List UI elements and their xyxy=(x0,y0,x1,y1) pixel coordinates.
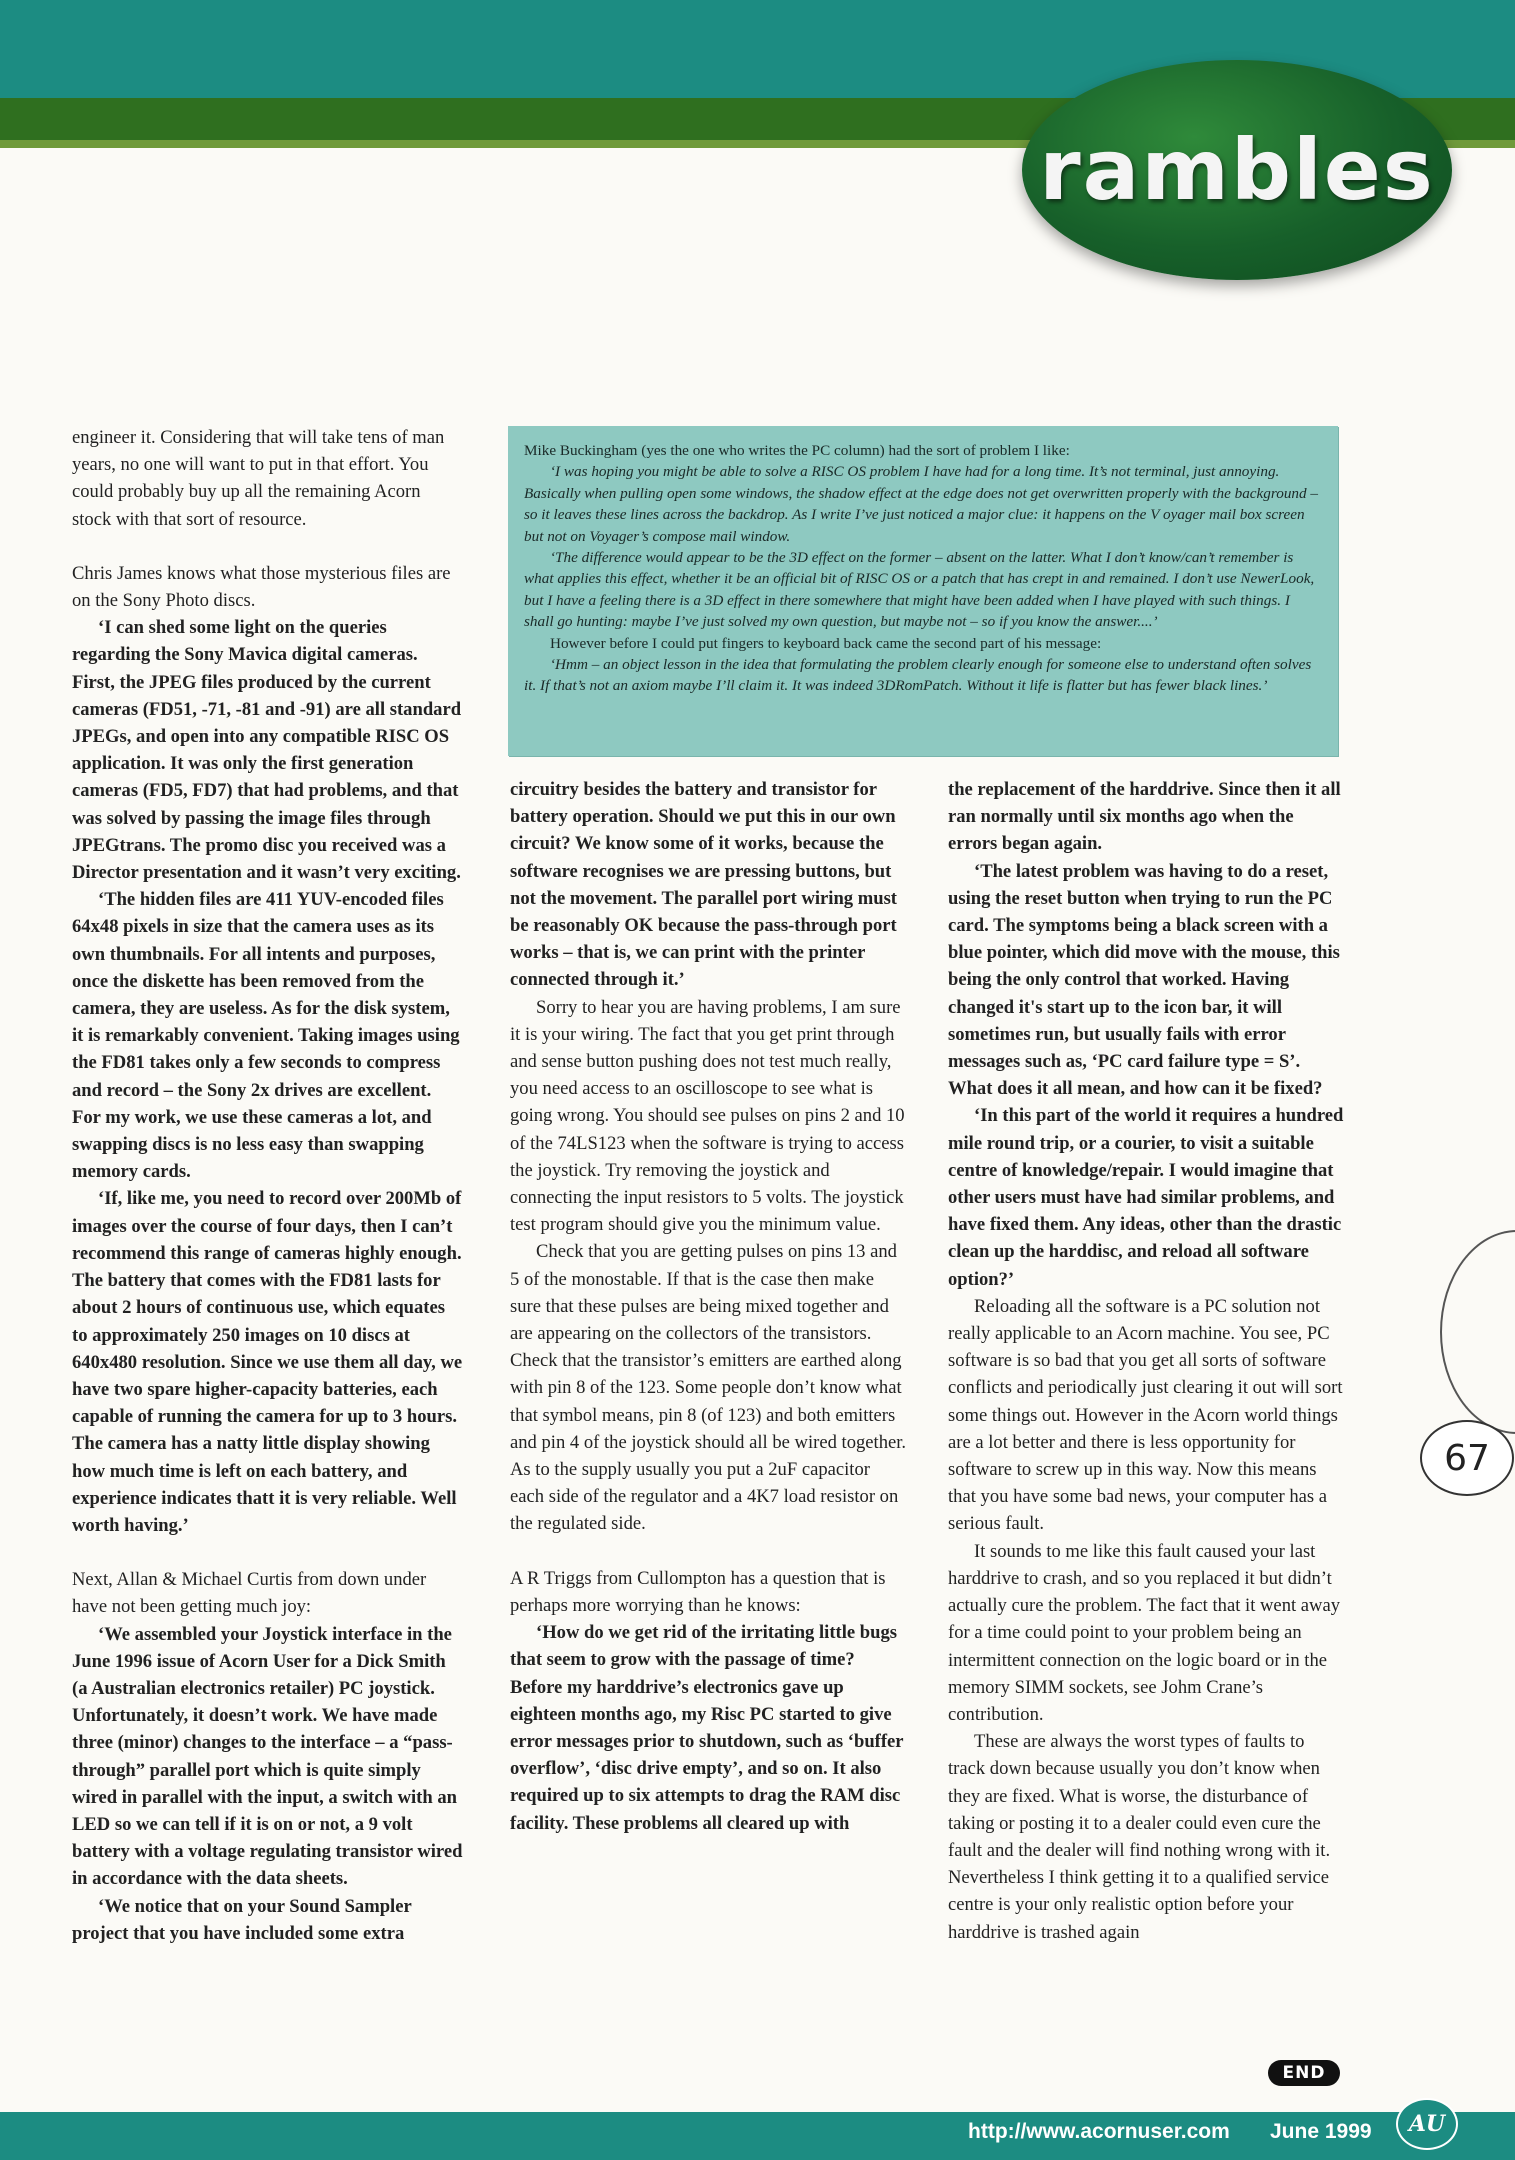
article-paragraph: Next, Allan & Michael Curtis from down under have not been getting much joy: xyxy=(72,1569,427,1618)
article-paragraph: It sounds to me like this fault caused your last harddrive to crash, and so you replaced it but didn’t actually cure the problem. The fact that it went away for a time could point to your problem being an intermittent connection on the logic board or in the memory SIMM sockets, see Johm Crane’s contribution. xyxy=(948,1540,1341,1725)
article-paragraph: the replacement of the harddrive. Since then it all ran normally until six months ago when the errors began again. xyxy=(948,779,1341,855)
article-paragraph: ‘We assembled your Joystick interface in the June 1996 issue of Acorn User for a Dick Smith (a Australian electronics retailer) PC joystick. Unfortunately, it doesn’t work. We have made three (minor) changes to the interface – a “pass-through” parallel port which is quite simply wired in parallel with the input, a switch with an LED so we can tell if it is on or not, a 9 volt battery with a voltage regulating transistor wired in accordance with the data sheets. xyxy=(72,1623,463,1890)
article-column-3 xyxy=(948,776,1344,1946)
acorn-user-logo: AU xyxy=(1396,2098,1458,2150)
boxout-paragraph: However before I could put fingers to keyboard back came the second part of his message: xyxy=(550,634,1102,652)
end-mark: END xyxy=(1268,2060,1340,2086)
footer-date: June 1999 xyxy=(1270,2120,1372,2143)
boxout-paragraph: ‘Hmm – an object lesson in the idea that formulating the problem clearly enough for someone else to understand often solves it. If that’s not an axiom maybe I’ll claim it. It was indeed 3DRomPatch. Without it life is flatter but has fewer black lines.’ xyxy=(524,656,1312,695)
article-paragraph: ‘How do we get rid of the irritating little bugs that seem to grow with the passage of time? Before my harddrive’s electronics gave up eighteen months ago, my Risc PC started to give error messages prior to shutdown, such as ‘buffer overflow’, ‘disc drive empty’, and so on. It also required up to six attempts to drag the RAM disc facility. These problems all cleared up with xyxy=(510,1622,904,1834)
boxout-panel xyxy=(508,426,1338,756)
article-paragraph: Chris James knows what those mysterious files are on the Sony Photo discs. xyxy=(72,562,451,612)
article-paragraph: ‘We notice that on your Sound Sampler project that you have included some extra xyxy=(72,1895,412,1944)
article-paragraph: Reloading all the software is a PC solution not really applicable to an Acorn machine. You see, PC software is so bad that you get all sorts of software conflicts and periodically just clearing it out will sort some things out. However in the Acorn world things are a lot better and there is less opportunity for software to screw up in this way. Now this means that you have some bad news, your computer has a serious fault. xyxy=(948,1295,1343,1535)
article-paragraph: Sorry to hear you are having problems, I am sure it is your wiring. The fact that you get print through and sense button pushing does not test much really, you need access to an oscilloscope to see what is going wrong. You should see pulses on pins 2 and 10 of the 74LS123 when the software is trying to access the joystick. Try removing the joystick and connecting the input resistors to 5 volts. The joystick test program should give you the minimum value. xyxy=(510,996,905,1236)
article-paragraph: ‘In this part of the world it requires a hundred mile round trip, or a courier, to visit a suitable centre of knowledge/repair. I would imagine that other users must have had similar problems, and have fixed them. Any ideas, other than the drastic clean up the harddisc, and reload all software option?’ xyxy=(948,1105,1344,1290)
article-paragraph: ‘The latest problem was having to do a reset, using the reset button when trying to run the PC card. The symptoms being a black screen with a blue pointer, which did move with the mouse, this being the only control that worked. Having changed it's start up to the icon bar, it will sometimes run, but usually fails with error messages such as, ‘PC card failure type = S’. What does it all mean, and how can it be fixed? xyxy=(948,860,1340,1100)
article-paragraph: ‘If, like me, you need to record over 200Mb of images over the course of four days, then I can’t recommend this range of cameras highly enough. The battery that comes with the FD81 lasts for about 2 hours of continuous use, which equates to approximately 250 images on 10 discs at 640x480 resolution. Since we use them all day, we have two spare higher-capacity batteries, each capable of running the camera for up to 3 hours. The camera has a natty little display showing how much time is left on each battery, and experience indicates thatt it is very reliable. Well worth having.’ xyxy=(72,1188,463,1536)
section-title: rambles xyxy=(1039,121,1435,219)
article-paragraph: circuitry besides the battery and transistor for battery operation. Should we put this in our own circuit? We know some of it works, because the software recognises we are pressing buttons, but not the movement. The parallel port wiring must be reasonably OK because the pass-through port works – that is, we can print with the printer connected through it.’ xyxy=(510,779,898,991)
boxout-paragraph: ‘The difference would appear to be the 3D effect on the former – absent on the latter. What I don’t know/can’t remember is what applies this effect, whether it be an official bit of RISC OS or a patch that has crept in and remained. I don’t use NewerLook, but I have a feeling there is a 3D effect in there somewhere that might have been added when I have played with such things. I shall go hunting: maybe I’ve just solved my own question, but maybe not – so if you know the answer....’ xyxy=(524,549,1315,631)
article-paragraph: Check that you are getting pulses on pins 13 and 5 of the monostable. If that is the case then make sure that these pulses are being mixed together and are appearing on the collectors of the transistors. Check that the transistor’s emitters are earthed along with pin 8 of the 123. Some people don’t know what that symbol means, pin 8 (of 123) and both emitters and pin 4 of the joystick should all be wired together. As to the supply usually you put a 2uF capacitor each side of the regulator and a 4K7 load resistor on the regulated side. xyxy=(510,1241,907,1535)
article-paragraph: engineer it. Considering that will take tens of man years, no one will want to put in that effort. You could probably buy up all the remaining Acorn stock with that sort of resource. xyxy=(72,427,445,530)
article-paragraph: These are always the worst types of faults to track down because usually you don’t know when they are fixed. What is worse, the disturbance of taking or posting it to a dealer could even cure the fault and the dealer will find nothing wrong with it. Nevertheless I think getting it to a qualified service centre is your only realistic option before your harddrive is trashed again xyxy=(948,1731,1331,1943)
boxout-paragraph: ‘I was hoping you might be able to solve a RISC OS problem I have had for a long time. It’s not terminal, just annoying. Basically when pulling open some windows, the shadow effect at the edge does not get overwritten properly with the background – so it leaves these lines across the backdrop. As I write I’ve just noticed a major clue: it happens on the V oyager mail box screen but not on Voyager’s compose mail window. xyxy=(524,463,1318,545)
boxout-paragraph: Mike Buckingham (yes the one who writes the PC column) had the sort of problem I like: xyxy=(524,442,1070,459)
page-number: 67 xyxy=(1420,1420,1514,1496)
footer-url: http://www.acornuser.com xyxy=(968,2120,1230,2143)
article-column-2 xyxy=(510,776,908,1837)
article-paragraph: ‘The hidden files are 411 YUV-encoded files 64x48 pixels in size that the camera uses as its own thumbnails. For all intents and purposes, once the diskette has been removed from the camera, they are useless. As for the disk system, it is remarkably convenient. Taking images using the FD81 takes only a few seconds to compress and record – the Sony 2x drives are excellent. For my work, we use these cameras a lot, and swapping discs is no less easy than swapping memory cards. xyxy=(72,889,460,1183)
article-paragraph: ‘I can shed some light on the queries regarding the Sony Mavica digital cameras. First, the JPEG files produced by the current cameras (FD51, -71, -81 and -91) are all standard JPEGs, and open into any compatible RISC OS application. It was only the first generation cameras (FD5, FD7) that had problems, and that was solved by passing the image files through JPEGtrans. The promo disc you received was a Director presentation and it wasn’t very exciting. xyxy=(72,617,462,884)
article-column-1 xyxy=(72,424,464,1947)
section-logo xyxy=(1022,60,1452,280)
page-edge-tab-decoration xyxy=(1440,1230,1515,1434)
article-paragraph: A R Triggs from Cullompton has a question that is perhaps more worrying than he knows: xyxy=(510,1567,886,1616)
